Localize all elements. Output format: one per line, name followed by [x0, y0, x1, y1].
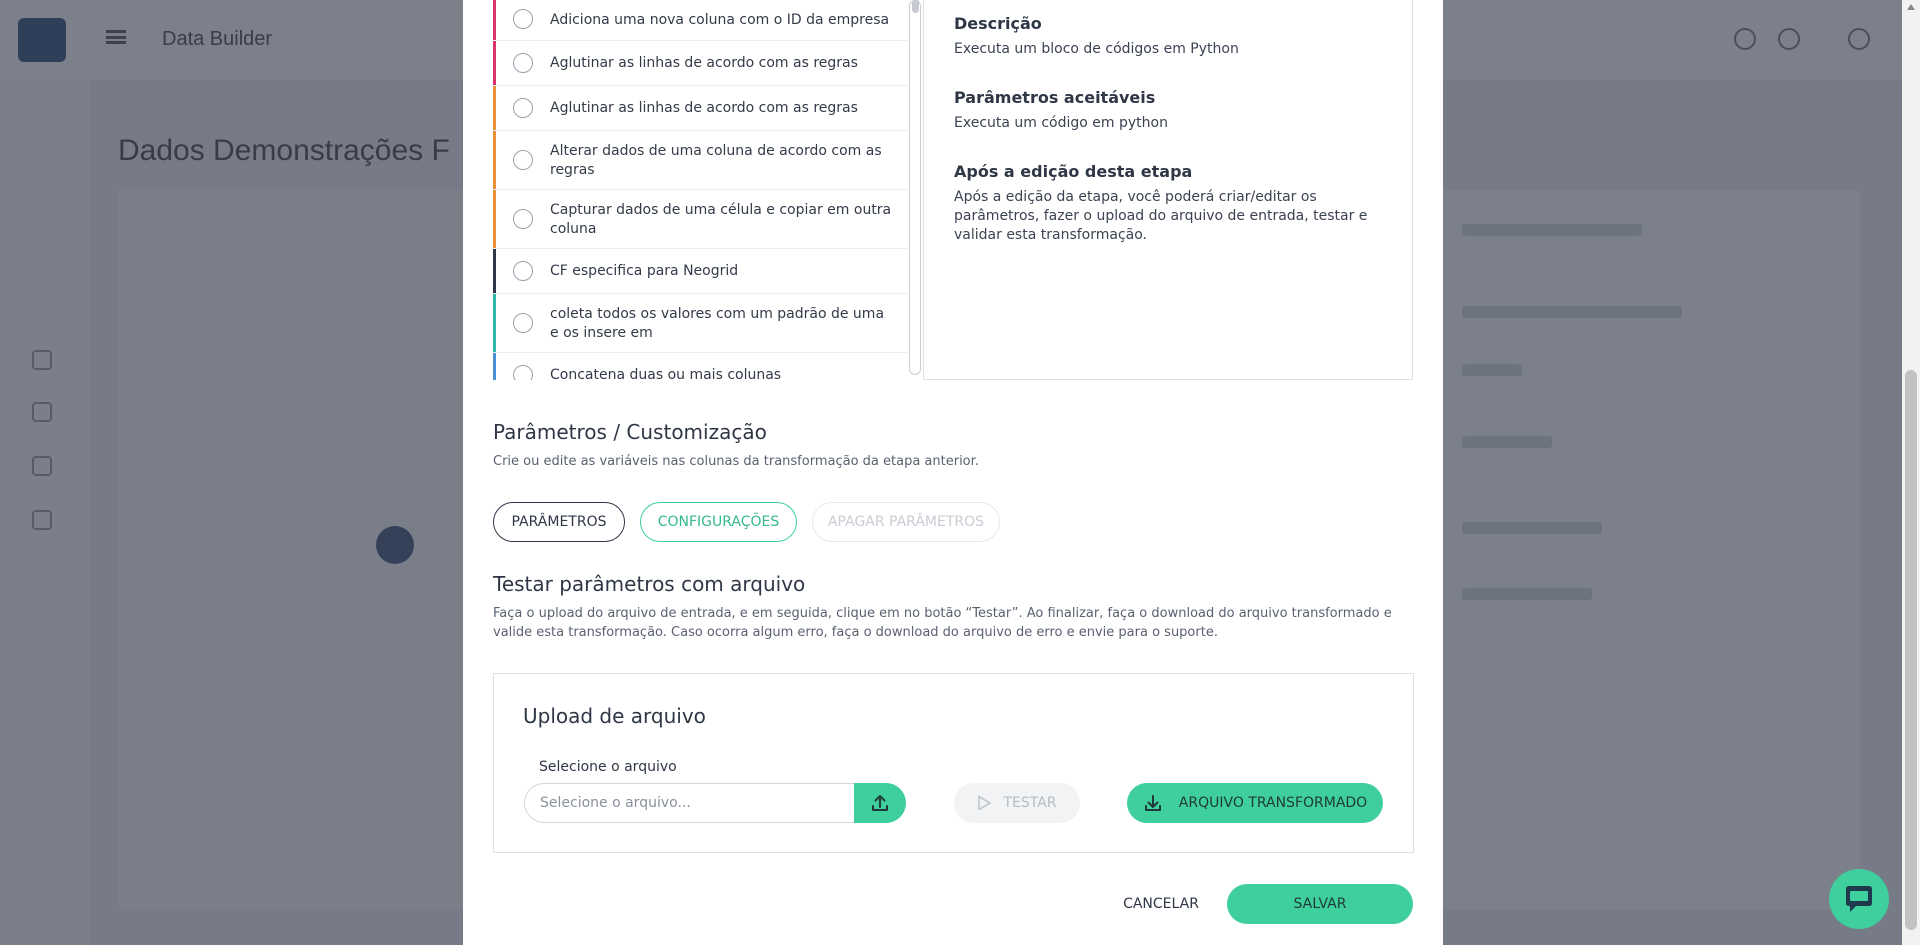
- list-item-label: Alterar dados de uma coluna de acordo com as regras: [550, 143, 882, 178]
- chat-button[interactable]: [1829, 869, 1889, 929]
- item-color-bar: [493, 249, 496, 293]
- list-item-label: Aglutinar as linhas de acordo com as regras: [550, 55, 858, 71]
- list-scrollbar[interactable]: [909, 0, 921, 375]
- list-item-label: CF especifica para Neogrid: [550, 263, 739, 279]
- test-section-title: Testar parâmetros com arquivo: [493, 572, 806, 596]
- radio-button[interactable]: [513, 53, 533, 73]
- transformation-modal: [463, 0, 1443, 945]
- page-scrollbar[interactable]: [1902, 0, 1920, 945]
- radio-button[interactable]: [513, 209, 533, 229]
- download-icon: [1143, 793, 1163, 813]
- params-section-subtitle: Crie ou edite as variáveis nas colunas da transformação da etapa anterior.: [493, 454, 979, 469]
- delete-params-button[interactable]: APAGAR PARÂMETROS: [812, 502, 1000, 542]
- list-item-label: Adiciona uma nova coluna com o ID da empresa: [550, 12, 890, 28]
- params-heading: Parâmetros aceitáveis: [954, 88, 1156, 107]
- scroll-up-arrow-icon[interactable]: [1907, 4, 1915, 10]
- config-button[interactable]: CONFIGURAÇÕES: [640, 502, 797, 542]
- item-color-bar: [493, 353, 496, 380]
- after-edit-heading: Após a edição desta etapa: [954, 162, 1193, 181]
- radio-button[interactable]: [513, 98, 533, 118]
- test-section-subtitle: Faça o upload do arquivo de entrada, e em seguida, clique em no botão “Testar”. Ao finalizar, faça o download do arquivo transformado e valide esta transformação. Caso ocorra algum erro, faça o download do arquivo de erro e envie para o suporte.: [493, 606, 1392, 640]
- radio-button[interactable]: [513, 9, 533, 29]
- file-field-label: Selecione o arquivo: [539, 759, 677, 775]
- list-item[interactable]: [493, 353, 908, 380]
- description-text: Executa um bloco de códigos em Python: [954, 41, 1239, 57]
- list-item-label: Capturar dados de uma célula e copiar em outra coluna: [550, 202, 892, 237]
- radio-button[interactable]: [513, 261, 533, 281]
- description-heading: Descrição: [954, 14, 1042, 33]
- list-scrollbar-thumb[interactable]: [912, 0, 919, 13]
- test-button[interactable]: [954, 783, 1080, 823]
- upload-button[interactable]: [854, 783, 906, 823]
- transformation-list: [493, 0, 913, 380]
- list-item[interactable]: [493, 131, 908, 190]
- list-item[interactable]: [493, 294, 908, 353]
- list-item[interactable]: [493, 249, 908, 294]
- file-input[interactable]: [524, 783, 855, 823]
- list-item[interactable]: [493, 41, 908, 86]
- item-color-bar: [493, 0, 496, 40]
- params-text: Executa um código em python: [954, 115, 1168, 131]
- test-button-label: TESTAR: [1003, 795, 1057, 811]
- list-item-label: Aglutinar as linhas de acordo com as regras: [550, 100, 858, 116]
- page-scrollbar-thumb[interactable]: [1905, 370, 1917, 930]
- item-color-bar: [493, 294, 496, 352]
- upload-title: Upload de arquivo: [523, 704, 706, 728]
- list-item-label: coleta todos os valores com um padrão de uma e os insere em: [550, 306, 885, 341]
- cancel-button[interactable]: CANCELAR: [1123, 896, 1199, 912]
- params-button[interactable]: PARÂMETROS: [493, 502, 625, 542]
- list-item[interactable]: [493, 0, 908, 41]
- radio-button[interactable]: [513, 313, 533, 333]
- download-button-label: ARQUIVO TRANSFORMADO: [1178, 795, 1368, 811]
- item-color-bar: [493, 131, 496, 189]
- item-color-bar: [493, 41, 496, 85]
- after-edit-text: Após a edição da etapa, você poderá criar/editar os parâmetros, fazer o upload do arquivo de entrada, testar e validar esta transformação.: [954, 189, 1368, 243]
- item-color-bar: [493, 86, 496, 130]
- download-transformed-button[interactable]: [1127, 783, 1383, 823]
- upload-icon: [870, 793, 890, 813]
- params-section-title: Parâmetros / Customização: [493, 420, 767, 444]
- list-item-label: Concatena duas ou mais colunas: [550, 367, 782, 380]
- list-item[interactable]: [493, 86, 908, 131]
- save-button[interactable]: SALVAR: [1227, 884, 1413, 924]
- item-color-bar: [493, 190, 496, 248]
- radio-button[interactable]: [513, 150, 533, 170]
- chat-icon: [1842, 883, 1876, 915]
- list-item[interactable]: [493, 190, 908, 249]
- radio-button[interactable]: [513, 365, 533, 380]
- play-icon: [977, 795, 991, 811]
